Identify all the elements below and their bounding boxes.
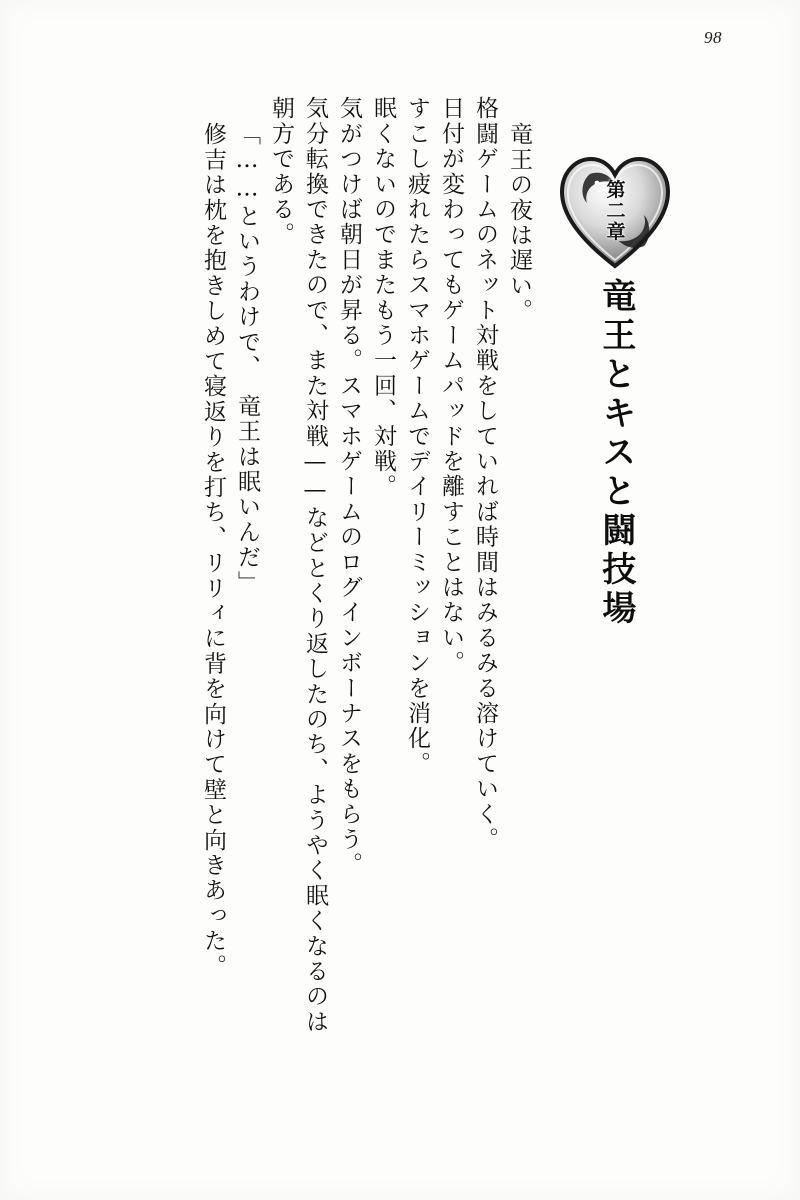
- text-line: 朝方である。: [268, 96, 294, 248]
- text-line: 気がつけば朝日が昇る。スマホゲームのログインボーナスをもらう。: [336, 96, 362, 878]
- text-line: 修吉は枕を抱きしめて寝返りを打ち、リリィに背を向けて壁と向きあった。: [200, 122, 226, 979]
- chapter-title: 竜王とキスと闘技場: [595, 278, 636, 629]
- text-line: 竜王の夜は遅い。: [506, 122, 532, 324]
- text-line: 眠くないのでまたもう一回、対戦。: [370, 96, 396, 500]
- chapter-heading-group: [550, 150, 680, 628]
- chapter-label: 第二章: [603, 179, 626, 243]
- text-line: 「……というわけで、 竜王は眠いんだ」: [234, 122, 260, 596]
- text-line: 日付が変わってもゲームパッドを離すことはない。: [438, 96, 464, 676]
- heart-dragon-emblem-icon: [556, 150, 674, 272]
- body-text: [60, 96, 530, 1160]
- text-line: 気分転換できたので、また対戦——などとくり返したのち、ようやく眠くなるのは: [302, 96, 328, 1035]
- text-line: 格闘ゲームのネット対戦をしていれば時間はみるみる溶けていく。: [472, 96, 498, 852]
- page-number: 98: [704, 28, 722, 47]
- text-line: すこし疲れたらスマホゲームでデイリーミッションを消化。: [404, 96, 430, 777]
